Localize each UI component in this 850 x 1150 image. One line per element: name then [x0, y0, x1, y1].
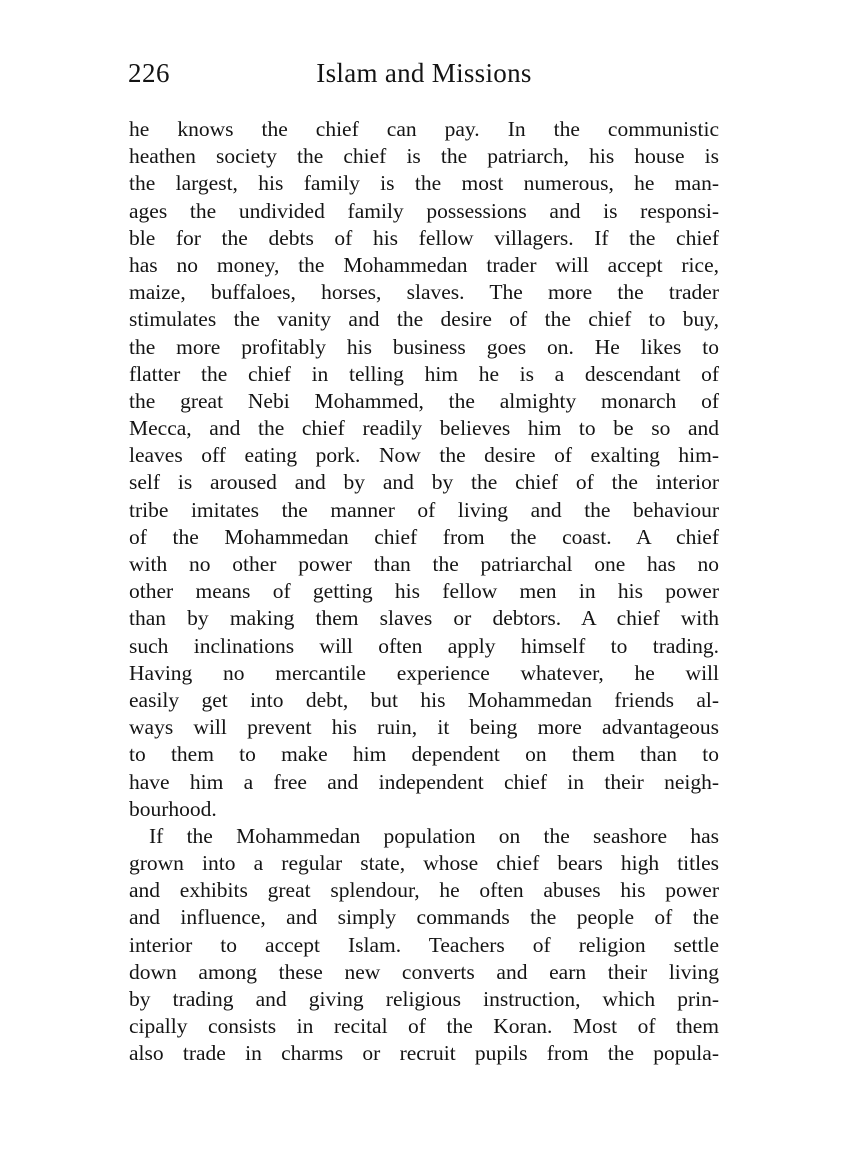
running-head: [128, 58, 720, 94]
text-line: the largest, his family is the most numerous, he man-: [129, 171, 719, 196]
text-line: cipally consists in recital of the Koran. Most of them: [129, 1014, 719, 1039]
text-line: leaves off eating pork. Now the desire of exalting him-: [129, 443, 719, 468]
text-line: the more profitably his business goes on. He likes to: [129, 334, 719, 359]
paragraph-start-line: If the Mohammedan population on the seashore has: [149, 823, 719, 848]
text-line: with no other power than the patriarchal one has no: [129, 552, 719, 576]
text-line: stimulates the vanity and the desire of the chief to buy,: [129, 307, 719, 332]
text-line: flatter the chief in telling him he is a descendant of: [129, 361, 719, 386]
running-title: Islam and Missions: [316, 58, 532, 88]
text-line: have him a free and independent chief in their neigh-: [129, 769, 719, 794]
text-line: he knows the chief can pay. In the communistic: [129, 117, 719, 141]
text-line: maize, buffaloes, horses, slaves. The more the trader: [129, 280, 719, 305]
text-line: self is aroused and by and by the chief of the interior: [129, 470, 719, 495]
text-line: such inclinations will often apply himself to trading.: [129, 633, 719, 658]
paragraph-end-line: bourhood.: [129, 796, 217, 821]
text-line: interior to accept Islam. Teachers of religion settle: [129, 932, 719, 957]
page-number: 226: [128, 58, 170, 88]
text-line: ble for the debts of his fellow villagers. If the chief: [129, 225, 719, 250]
text-line: grown into a regular state, whose chief bears high titles: [129, 851, 719, 876]
text-line: and exhibits great splendour, he often abuses his power: [129, 878, 719, 903]
text-line: Having no mercantile experience whatever, he will: [129, 660, 719, 685]
text-line: also trade in charms or recruit pupils from the popula-: [129, 1041, 719, 1066]
text-line: the great Nebi Mohammed, the almighty monarch of: [129, 388, 719, 413]
text-line: to them to make him dependent on them than to: [129, 742, 719, 767]
text-line: ways will prevent his ruin, it being more advantageous: [129, 715, 719, 740]
text-line: tribe imitates the manner of living and the behaviour: [129, 497, 719, 522]
text-line: heathen society the chief is the patriarch, his house is: [129, 144, 719, 169]
text-line: Mecca, and the chief readily believes him to be so and: [129, 416, 719, 441]
text-line: down among these new converts and earn their living: [129, 959, 719, 984]
body-text: [129, 116, 719, 1068]
text-line: ages the undivided family possessions and is responsi-: [129, 198, 719, 223]
text-line: by trading and giving religious instruction, which prin-: [129, 987, 719, 1011]
text-line: and influence, and simply commands the people of the: [129, 905, 719, 930]
text-line: of the Mohammedan chief from the coast. A chief: [129, 524, 719, 549]
text-line: than by making them slaves or debtors. A chief with: [129, 606, 719, 631]
text-line: has no money, the Mohammedan trader will accept rice,: [129, 252, 719, 277]
text-line: other means of getting his fellow men in his power: [129, 579, 719, 604]
text-line: easily get into debt, but his Mohammedan friends al-: [129, 687, 719, 712]
